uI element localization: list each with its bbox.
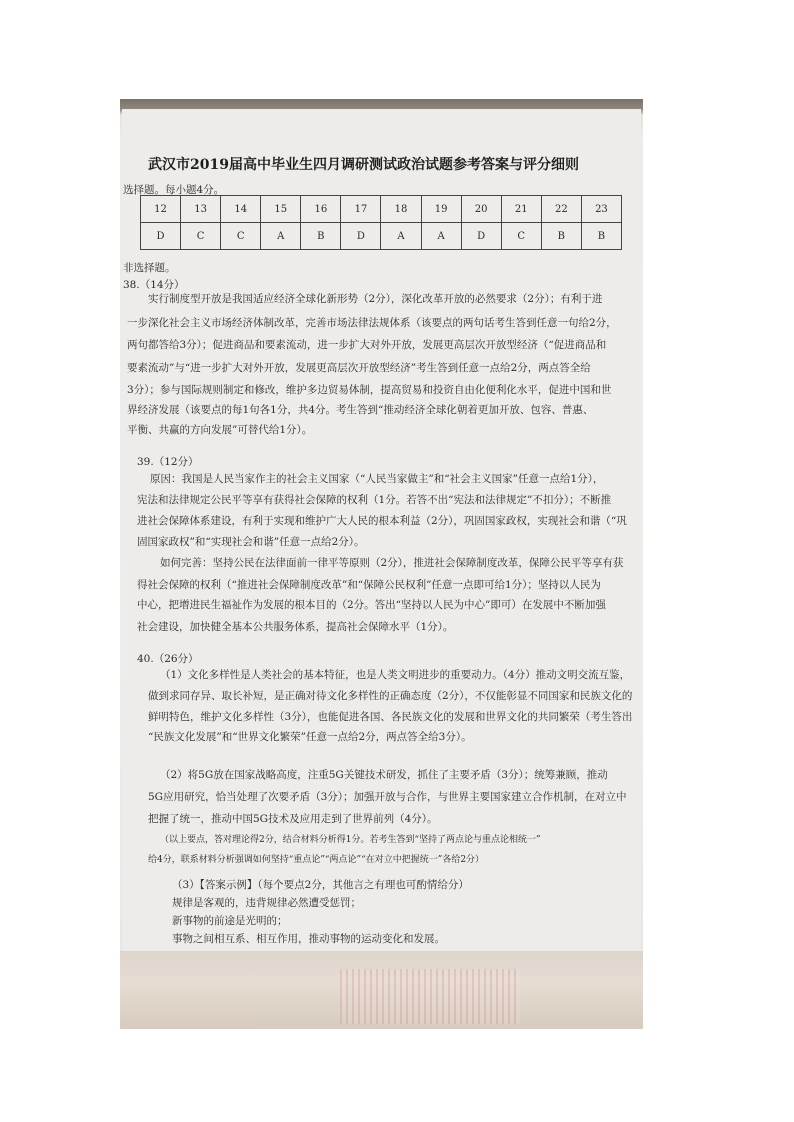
answer-cell: B: [301, 223, 341, 250]
answer-cell: C: [501, 223, 541, 250]
q39-line: 如何完善：坚持公民在法律面前一律平等原则（2分），推进社会保障制度改革，保障公民平等享有获: [160, 557, 624, 569]
q38-line: 要素流动”与“进一步扩大对外开放，发展更高层次开放型经济”考生答到任意一点给2分，两点答全给: [127, 362, 591, 374]
document-title: 武汉市2019届高中毕业生四月调研测试政治试题参考答案与评分细则: [148, 157, 579, 173]
answer-cell: D: [461, 223, 501, 250]
q40-part2-note: 给4分，联系材料分析强调如何坚持“重点论”“两点论”“在对立中把握统一”各给2分）: [148, 855, 485, 865]
answer-cell: D: [141, 223, 181, 250]
question-number-cell: 23: [581, 196, 621, 223]
question-number-cell: 19: [421, 196, 461, 223]
q40-part3-line: 新事物的前途是光明的；: [172, 915, 288, 927]
mc-heading: 选择题。每小题4分。: [123, 184, 225, 196]
answer-table-answers-row: [141, 223, 622, 250]
q39-line: 固国家政权”和“实现社会和谐”任意一点给2分）。: [137, 536, 365, 548]
q39-line: 社会建设，加快健全基本公共服务体系，提高社会保障水平（1分）。: [137, 621, 454, 633]
q40-part3-line: （3）【答案示例】（每个要点2分，其他言之有理也可酌情给分）: [172, 879, 469, 891]
answer-cell: A: [261, 223, 301, 250]
answer-table: [140, 195, 622, 250]
question-number-cell: 18: [381, 196, 421, 223]
q40-part2-line: 把握了统一，推动中国5G技术及应用走到了世界前列（4分）。: [148, 813, 438, 825]
question-number-cell: 15: [261, 196, 301, 223]
answer-cell: C: [221, 223, 261, 250]
q38-line: 一步深化社会主义市场经济体制改革，完善市场法律法规体系（该要点的两句话考生答到任意一句给2分，: [127, 317, 617, 329]
pink-binding-band: [340, 969, 520, 1024]
q38-line: 两句都答给3分）；促进商品和要素流动，进一步扩大对外开放，发展更高层次开放型经济（“促进商品和: [127, 339, 607, 351]
q39-line: 中心，把增进民生福祉作为发展的根本目的（2分。答出“坚持以人民为中心”即可）在发展中不断加强: [137, 599, 606, 611]
q40-part2-note: （以上要点，答对理论得2分，结合材料分析得1分。若考生答到“坚持了两点论与重点论相统一”: [160, 835, 541, 845]
answer-cell: B: [541, 223, 581, 250]
q40-part1-line: （1）文化多样性是人类社会的基本特征，也是人类文明进步的重要动力。（4分）推动文明交流互鉴，: [160, 669, 631, 681]
question-number-cell: 17: [341, 196, 381, 223]
q39-line: 进社会保障体系建设，有利于实现和维护广大人民的根本利益（2分），巩固国家政权，实现社会和谐（“巩: [137, 515, 627, 527]
q40-part1-line: 鲜明特色，维护文化多样性（3分），也能促进各国、各民族文化的发展和世界文化的共同繁荣（考生答出: [148, 711, 633, 723]
question-number-cell: 16: [301, 196, 341, 223]
answer-cell: C: [181, 223, 221, 250]
q38-line: 3分）；参与国际规则制定和修改，维护多边贸易体制，提高贸易和投资自由化便利化水平，促进中国和世: [127, 384, 612, 396]
q40-part2-line: （2）将5G放在国家战略高度，注重5G关键技术研发，抓住了主要矛盾（3分）；统筹兼顾，推动: [160, 769, 608, 781]
question-number-cell: 12: [141, 196, 181, 223]
q38-heading: 38.（14分）: [123, 279, 185, 291]
answer-cell: B: [581, 223, 621, 250]
answer-cell: D: [341, 223, 381, 250]
q40-part2-line: 5G应用研究，恰当处理了次要矛盾（3分）；加强开放与合作，与世界主要国家建立合作机制，在对立中: [148, 791, 627, 803]
q39-heading: 39.（12分）: [137, 456, 199, 468]
q40-part1-line: 做到求同存异、取长补短，是正确对待文化多样性的正确态度（2分），不仅能彰显不同国家和民族文化的: [148, 690, 633, 702]
q40-part3-line: 规律是客观的，违背规律必然遭受惩罚；: [172, 897, 361, 909]
q40-heading: 40.（26分）: [137, 653, 199, 665]
q39-line: 原因：我国是人民当家作主的社会主义国家（“人民当家做主”和“社会主义国家”任意一点给1分），: [150, 473, 604, 485]
q40-part1-line: “民族文化发展”和“世界文化繁荣”任意一点给2分，两点答全给3分）。: [148, 731, 472, 743]
question-number-cell: 21: [501, 196, 541, 223]
question-number-cell: 13: [181, 196, 221, 223]
answer-cell: A: [381, 223, 421, 250]
q38-line: 平衡、共赢的方向发展”可替代给1分）。: [127, 424, 313, 436]
q38-line: 界经济发展（该要点的每1句各1分，共4分。考生答到“推动经济全球化朝着更加开放、包容、普惠、: [127, 404, 594, 416]
question-number-cell: 20: [461, 196, 501, 223]
question-number-cell: 22: [541, 196, 581, 223]
answer-cell: A: [421, 223, 461, 250]
question-number-cell: 14: [221, 196, 261, 223]
non-mc-heading: 非选择题。: [123, 262, 176, 274]
q40-part3-line: 事物之间相互系、相互作用，推动事物的运动变化和发展。: [172, 933, 445, 945]
q39-line: 得社会保障的权利（“推进社会保障制度改革”和“保障公民权利”任意一点即可给1分）；坚持以人民为: [137, 579, 601, 591]
q38-line: 实行制度型开放是我国适应经济全球化新形势（2分），深化改革开放的必然要求（2分）；有利于进: [148, 293, 603, 305]
q39-line: 宪法和法律规定公民平等享有获得社会保障的权利（1分。若答不出“宪法和法律规定”不扣分）；不断推: [137, 494, 612, 506]
answer-table-numbers-row: [141, 196, 622, 223]
